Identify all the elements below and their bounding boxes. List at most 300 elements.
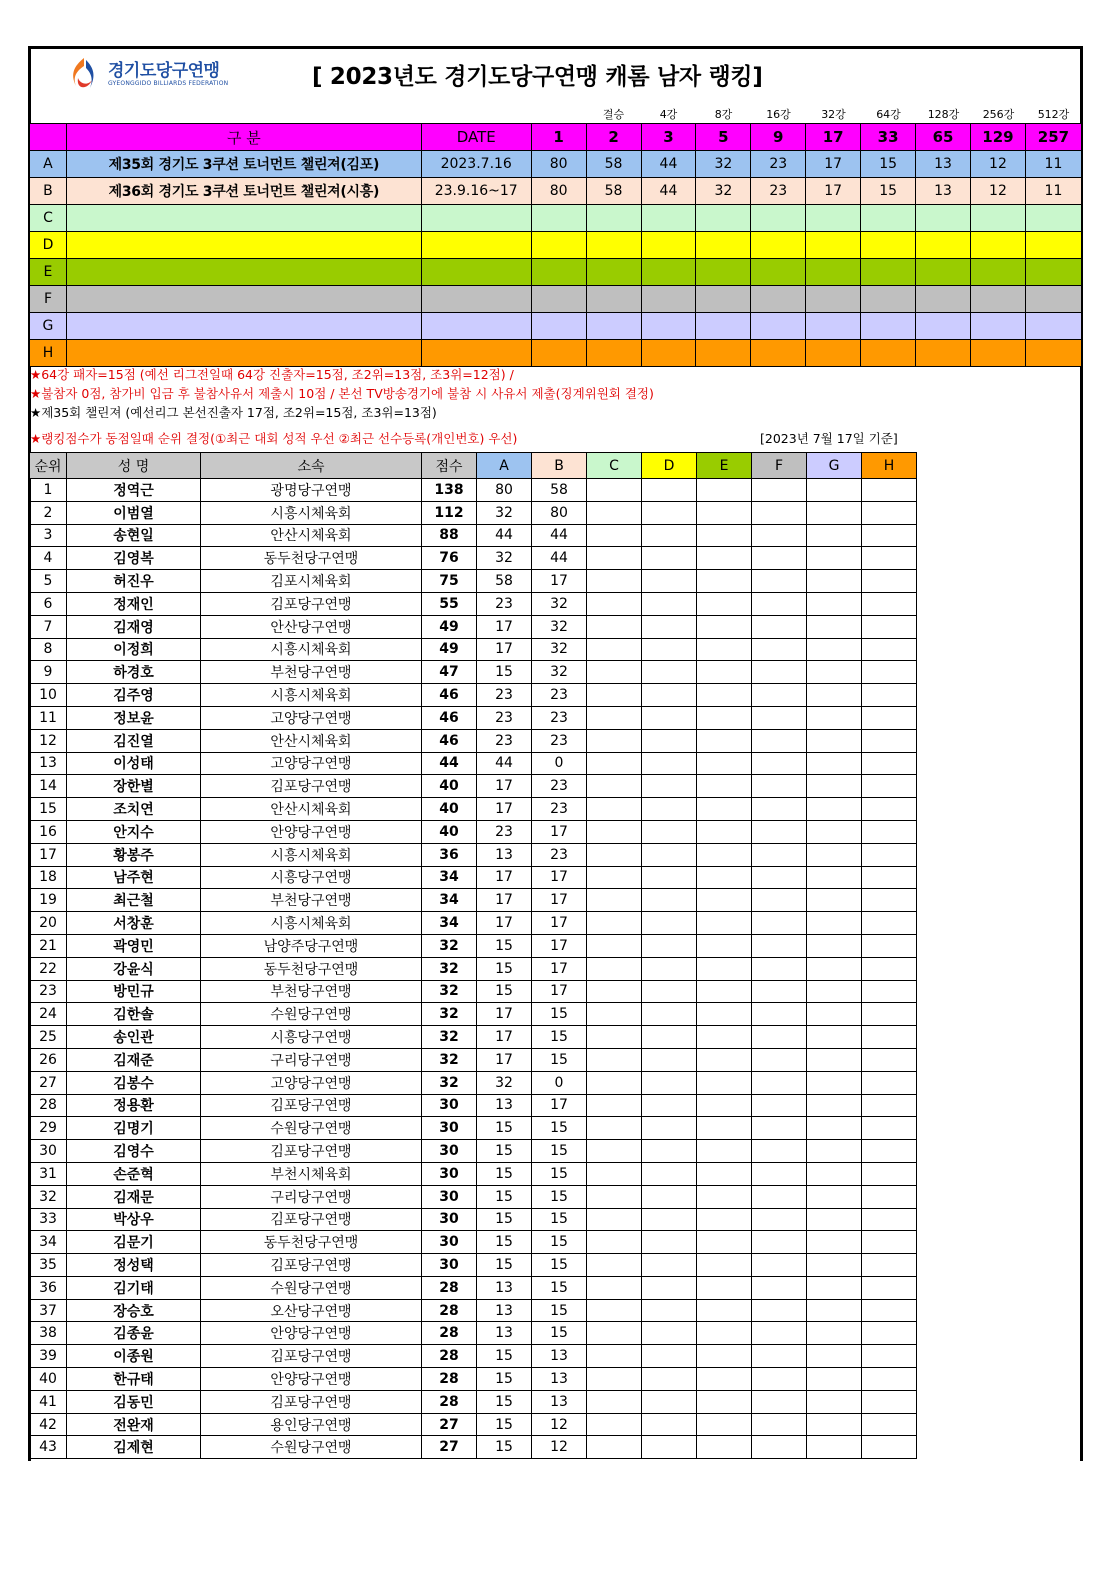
player-club: 수원당구연맹 xyxy=(201,1436,422,1459)
player-points-a: 17 xyxy=(477,1003,532,1026)
table-row xyxy=(30,615,917,638)
header-place: 65 xyxy=(916,124,971,151)
player-points-empty xyxy=(642,570,697,593)
player-score: 28 xyxy=(422,1276,477,1299)
player-points-a: 15 xyxy=(477,1117,532,1140)
player-score: 44 xyxy=(422,752,477,775)
player-rank: 22 xyxy=(30,957,67,980)
tournament-code: G xyxy=(30,313,67,340)
player-score: 32 xyxy=(422,934,477,957)
player-score: 28 xyxy=(422,1390,477,1413)
player-points-empty xyxy=(862,1048,917,1071)
player-points-empty xyxy=(697,1208,752,1231)
player-points-empty xyxy=(807,1231,862,1254)
player-points-empty xyxy=(807,547,862,570)
player-points-empty xyxy=(862,501,917,524)
player-points-b: 17 xyxy=(532,570,587,593)
player-score: 40 xyxy=(422,820,477,843)
player-points-empty xyxy=(807,957,862,980)
notes xyxy=(30,365,654,448)
player-points-empty xyxy=(697,1140,752,1163)
player-points-a: 23 xyxy=(477,684,532,707)
player-points-empty xyxy=(807,684,862,707)
tournament-points xyxy=(806,313,861,340)
header-place: 5 xyxy=(696,124,751,151)
player-name: 정성택 xyxy=(67,1254,201,1277)
tournament-points xyxy=(916,259,971,286)
player-points-empty xyxy=(587,752,642,775)
table-row xyxy=(30,866,917,889)
player-points-empty xyxy=(807,1276,862,1299)
player-points-empty xyxy=(587,524,642,547)
player-club: 동두천당구연맹 xyxy=(201,957,422,980)
player-points-empty xyxy=(697,957,752,980)
player-club: 동두천당구연맹 xyxy=(201,547,422,570)
player-points-a: 44 xyxy=(477,752,532,775)
table-row xyxy=(30,1208,917,1231)
logo-english-text: GYEONGGIDO BILLIARDS FEDERATION xyxy=(108,79,229,87)
player-points-empty xyxy=(807,752,862,775)
player-points-empty xyxy=(862,615,917,638)
header-place: 129 xyxy=(970,124,1025,151)
tournament-points: 12 xyxy=(970,151,1025,178)
player-points-a: 13 xyxy=(477,1322,532,1345)
tournament-points: 11 xyxy=(1025,151,1081,178)
player-points-a: 23 xyxy=(477,820,532,843)
table-row xyxy=(30,912,917,935)
player-points-empty xyxy=(697,706,752,729)
player-points-empty xyxy=(752,1117,807,1140)
player-points-empty xyxy=(642,912,697,935)
player-club: 구리당구연맹 xyxy=(201,1185,422,1208)
player-rank: 25 xyxy=(30,1026,67,1049)
tournament-points xyxy=(1025,340,1081,367)
player-points-empty xyxy=(587,866,642,889)
player-points-empty xyxy=(587,1208,642,1231)
player-score: 34 xyxy=(422,866,477,889)
header-place: 9 xyxy=(751,124,806,151)
table-row xyxy=(30,479,917,502)
player-name: 곽영민 xyxy=(67,934,201,957)
player-club: 수원당구연맹 xyxy=(201,1117,422,1140)
player-points-empty xyxy=(587,638,642,661)
player-name: 김주영 xyxy=(67,684,201,707)
player-points-empty xyxy=(752,1003,807,1026)
player-points-empty xyxy=(642,798,697,821)
table-row xyxy=(30,592,917,615)
player-points-empty xyxy=(587,547,642,570)
tournament-row xyxy=(30,340,1082,367)
player-name: 하경호 xyxy=(67,661,201,684)
player-points-empty xyxy=(807,1003,862,1026)
player-points-empty xyxy=(752,957,807,980)
player-points-empty xyxy=(807,934,862,957)
player-name: 박상우 xyxy=(67,1208,201,1231)
player-rank: 20 xyxy=(30,912,67,935)
player-points-empty xyxy=(752,752,807,775)
player-points-a: 44 xyxy=(477,524,532,547)
tournament-points xyxy=(696,259,751,286)
player-club: 김포당구연맹 xyxy=(201,592,422,615)
player-points-empty xyxy=(642,615,697,638)
player-points-empty xyxy=(697,798,752,821)
player-points-empty xyxy=(862,843,917,866)
player-points-b: 23 xyxy=(532,684,587,707)
player-club: 부천당구연맹 xyxy=(201,980,422,1003)
player-rank: 23 xyxy=(30,980,67,1003)
player-points-empty xyxy=(587,820,642,843)
header-place: 257 xyxy=(1025,124,1081,151)
player-points-empty xyxy=(697,866,752,889)
player-points-empty xyxy=(862,479,917,502)
player-club: 고양당구연맹 xyxy=(201,1071,422,1094)
player-points-empty xyxy=(697,1390,752,1413)
tournament-row xyxy=(30,232,1082,259)
table-row xyxy=(30,570,917,593)
player-rank: 12 xyxy=(30,729,67,752)
player-name: 김영수 xyxy=(67,1140,201,1163)
player-points-empty xyxy=(587,615,642,638)
player-score: 30 xyxy=(422,1208,477,1231)
player-points-a: 17 xyxy=(477,1048,532,1071)
header-tournament-col: E xyxy=(697,453,752,479)
player-points-empty xyxy=(752,1413,807,1436)
player-rank: 1 xyxy=(30,479,67,502)
round-label: 8강 xyxy=(714,108,733,121)
player-name: 정재인 xyxy=(67,592,201,615)
player-points-empty xyxy=(807,1048,862,1071)
player-points-empty xyxy=(642,1003,697,1026)
player-score: 88 xyxy=(422,524,477,547)
player-rank: 8 xyxy=(30,638,67,661)
player-points-b: 17 xyxy=(532,866,587,889)
player-points-a: 15 xyxy=(477,1368,532,1391)
player-points-b: 15 xyxy=(532,1162,587,1185)
player-points-empty xyxy=(587,1140,642,1163)
tournament-table xyxy=(29,123,1082,367)
tournament-points xyxy=(696,205,751,232)
player-points-empty xyxy=(642,479,697,502)
header-place: 33 xyxy=(861,124,916,151)
player-rank: 31 xyxy=(30,1162,67,1185)
player-rank: 33 xyxy=(30,1208,67,1231)
header-tournament-col: D xyxy=(642,453,697,479)
player-club: 시흥시체육회 xyxy=(201,912,422,935)
player-points-empty xyxy=(752,1185,807,1208)
tournament-points xyxy=(696,286,751,313)
round-label: 256강 xyxy=(982,108,1015,121)
round-label: 128강 xyxy=(927,108,960,121)
player-points-b: 15 xyxy=(532,1276,587,1299)
player-points-empty xyxy=(697,615,752,638)
player-points-empty xyxy=(587,1413,642,1436)
tournament-points xyxy=(916,286,971,313)
tournament-points xyxy=(641,259,696,286)
player-points-empty xyxy=(862,684,917,707)
player-club: 구리당구연맹 xyxy=(201,1048,422,1071)
tournament-date xyxy=(421,259,531,286)
player-points-empty xyxy=(697,1299,752,1322)
player-points-a: 80 xyxy=(477,479,532,502)
player-points-empty xyxy=(697,1185,752,1208)
tournament-points xyxy=(806,259,861,286)
player-points-empty xyxy=(752,1071,807,1094)
player-points-empty xyxy=(587,501,642,524)
player-points-empty xyxy=(752,524,807,547)
player-points-empty xyxy=(752,729,807,752)
player-points-empty xyxy=(807,1185,862,1208)
tournament-points: 23 xyxy=(751,151,806,178)
player-points-a: 23 xyxy=(477,729,532,752)
player-points-empty xyxy=(862,1071,917,1094)
tournament-points xyxy=(641,340,696,367)
player-points-b: 23 xyxy=(532,775,587,798)
tournament-points: 80 xyxy=(531,151,586,178)
player-points-empty xyxy=(862,912,917,935)
tournament-points xyxy=(531,340,586,367)
player-points-empty xyxy=(642,1345,697,1368)
player-points-empty xyxy=(752,570,807,593)
note-line: ★랭킹점수가 동점일때 순위 결정(①최근 대회 성적 우선 ②최근 선수등록(개인번호) 우선) xyxy=(30,431,518,446)
player-points-empty xyxy=(807,1094,862,1117)
player-rank: 3 xyxy=(30,524,67,547)
player-points-empty xyxy=(807,866,862,889)
player-points-a: 15 xyxy=(477,934,532,957)
player-points-empty xyxy=(642,524,697,547)
player-points-a: 17 xyxy=(477,615,532,638)
header-category: 구 분 xyxy=(66,124,421,151)
tournament-points xyxy=(861,259,916,286)
player-points-a: 17 xyxy=(477,775,532,798)
player-name: 김재문 xyxy=(67,1185,201,1208)
table-row xyxy=(30,1026,917,1049)
player-points-empty xyxy=(807,1254,862,1277)
player-club: 남양주당구연맹 xyxy=(201,934,422,957)
player-points-empty xyxy=(587,1026,642,1049)
tournament-points xyxy=(586,205,641,232)
ranking-header-row xyxy=(30,453,917,479)
player-points-empty xyxy=(807,661,862,684)
player-club: 용인당구연맹 xyxy=(201,1413,422,1436)
player-points-empty xyxy=(752,1322,807,1345)
tournament-points: 23 xyxy=(751,178,806,205)
player-points-empty xyxy=(697,1071,752,1094)
ranking-table xyxy=(29,452,917,1459)
player-rank: 5 xyxy=(30,570,67,593)
player-club: 김포당구연맹 xyxy=(201,1254,422,1277)
player-points-empty xyxy=(642,957,697,980)
tournament-date xyxy=(421,232,531,259)
player-club: 수원당구연맹 xyxy=(201,1276,422,1299)
player-name: 김진열 xyxy=(67,729,201,752)
player-points-empty xyxy=(642,1094,697,1117)
player-points-empty xyxy=(642,934,697,957)
player-points-empty xyxy=(642,1048,697,1071)
player-points-b: 32 xyxy=(532,615,587,638)
player-name: 안지수 xyxy=(67,820,201,843)
tournament-points xyxy=(531,313,586,340)
player-name: 허진우 xyxy=(67,570,201,593)
table-row xyxy=(30,1140,917,1163)
player-name: 정보윤 xyxy=(67,706,201,729)
player-points-empty xyxy=(642,820,697,843)
player-points-b: 0 xyxy=(532,1071,587,1094)
player-points-b: 44 xyxy=(532,547,587,570)
player-points-empty xyxy=(642,1117,697,1140)
player-points-empty xyxy=(862,592,917,615)
player-points-empty xyxy=(587,980,642,1003)
header-place: 1 xyxy=(531,124,586,151)
player-points-empty xyxy=(862,570,917,593)
flame-logo-icon xyxy=(64,56,104,92)
player-points-empty xyxy=(587,889,642,912)
player-name: 김재영 xyxy=(67,615,201,638)
player-score: 40 xyxy=(422,775,477,798)
player-points-empty xyxy=(862,1345,917,1368)
tournament-points xyxy=(970,313,1025,340)
tournament-points: 17 xyxy=(806,151,861,178)
table-row xyxy=(30,1390,917,1413)
player-score: 28 xyxy=(422,1345,477,1368)
player-points-empty xyxy=(587,1071,642,1094)
tournament-points xyxy=(531,232,586,259)
player-points-empty xyxy=(587,1094,642,1117)
player-points-empty xyxy=(697,1322,752,1345)
tournament-points: 15 xyxy=(861,151,916,178)
player-rank: 40 xyxy=(30,1368,67,1391)
player-score: 30 xyxy=(422,1185,477,1208)
player-score: 32 xyxy=(422,1048,477,1071)
player-points-empty xyxy=(807,1071,862,1094)
player-points-empty xyxy=(642,684,697,707)
player-points-empty xyxy=(642,752,697,775)
player-points-empty xyxy=(697,501,752,524)
player-points-empty xyxy=(807,1436,862,1459)
player-points-empty xyxy=(862,661,917,684)
player-points-empty xyxy=(587,1117,642,1140)
player-club: 광명당구연맹 xyxy=(201,479,422,502)
player-rank: 28 xyxy=(30,1094,67,1117)
player-points-empty xyxy=(697,1162,752,1185)
player-points-a: 15 xyxy=(477,1185,532,1208)
player-club: 김포당구연맹 xyxy=(201,1140,422,1163)
table-row xyxy=(30,1071,917,1094)
player-points-empty xyxy=(862,1094,917,1117)
table-row xyxy=(30,1322,917,1345)
player-points-empty xyxy=(587,684,642,707)
player-points-a: 13 xyxy=(477,1299,532,1322)
player-points-empty xyxy=(862,1231,917,1254)
player-points-empty xyxy=(642,866,697,889)
player-points-b: 23 xyxy=(532,843,587,866)
player-club: 시흥당구연맹 xyxy=(201,866,422,889)
player-points-empty xyxy=(862,934,917,957)
tournament-points: 80 xyxy=(531,178,586,205)
player-club: 안산시체육회 xyxy=(201,524,422,547)
player-score: 27 xyxy=(422,1413,477,1436)
player-points-empty xyxy=(587,706,642,729)
player-points-empty xyxy=(697,752,752,775)
player-points-b: 15 xyxy=(532,1003,587,1026)
player-points-b: 17 xyxy=(532,889,587,912)
tournament-name xyxy=(66,205,421,232)
player-points-empty xyxy=(642,1276,697,1299)
player-points-a: 13 xyxy=(477,843,532,866)
logo-korean-text: 경기도당구연맹 xyxy=(108,60,220,81)
player-points-empty xyxy=(587,775,642,798)
player-name: 조치연 xyxy=(67,798,201,821)
player-points-empty xyxy=(697,570,752,593)
player-points-b: 15 xyxy=(532,1185,587,1208)
player-points-empty xyxy=(807,1140,862,1163)
table-row xyxy=(30,524,917,547)
tournament-date xyxy=(421,313,531,340)
player-club: 시흥당구연맹 xyxy=(201,1026,422,1049)
player-name: 송인관 xyxy=(67,1026,201,1049)
player-club: 부천시체육회 xyxy=(201,1162,422,1185)
player-rank: 13 xyxy=(30,752,67,775)
player-points-empty xyxy=(862,1185,917,1208)
player-name: 김종윤 xyxy=(67,1322,201,1345)
table-row xyxy=(30,547,917,570)
player-score: 30 xyxy=(422,1231,477,1254)
player-name: 송현일 xyxy=(67,524,201,547)
player-rank: 41 xyxy=(30,1390,67,1413)
tournament-date xyxy=(421,286,531,313)
player-points-empty xyxy=(752,775,807,798)
tournament-code: A xyxy=(30,151,67,178)
player-points-a: 15 xyxy=(477,957,532,980)
player-points-empty xyxy=(862,798,917,821)
tournament-points xyxy=(751,286,806,313)
player-points-a: 13 xyxy=(477,1276,532,1299)
player-club: 김포당구연맹 xyxy=(201,1208,422,1231)
player-points-empty xyxy=(752,980,807,1003)
player-points-empty xyxy=(587,1390,642,1413)
player-points-empty xyxy=(642,638,697,661)
player-points-empty xyxy=(752,1299,807,1322)
player-points-a: 15 xyxy=(477,1162,532,1185)
player-points-b: 17 xyxy=(532,912,587,935)
player-points-empty xyxy=(697,1254,752,1277)
tournament-date xyxy=(421,340,531,367)
player-name: 장한별 xyxy=(67,775,201,798)
player-points-empty xyxy=(752,1208,807,1231)
player-points-empty xyxy=(697,592,752,615)
tournament-row xyxy=(30,151,1082,178)
player-club: 안산시체육회 xyxy=(201,729,422,752)
tournament-points: 13 xyxy=(916,151,971,178)
player-score: 46 xyxy=(422,729,477,752)
player-points-b: 44 xyxy=(532,524,587,547)
player-rank: 39 xyxy=(30,1345,67,1368)
player-name: 이종원 xyxy=(67,1345,201,1368)
player-score: 30 xyxy=(422,1162,477,1185)
player-points-empty xyxy=(807,706,862,729)
base-date: [2023년 7월 17일 기준] xyxy=(760,431,898,446)
player-points-empty xyxy=(642,843,697,866)
player-points-empty xyxy=(807,843,862,866)
player-name: 최근철 xyxy=(67,889,201,912)
table-row xyxy=(30,1436,917,1459)
player-points-empty xyxy=(807,1299,862,1322)
player-club: 김포당구연맹 xyxy=(201,775,422,798)
player-rank: 30 xyxy=(30,1140,67,1163)
tournament-points: 44 xyxy=(641,178,696,205)
player-rank: 9 xyxy=(30,661,67,684)
player-name: 이정희 xyxy=(67,638,201,661)
tournament-points xyxy=(751,313,806,340)
